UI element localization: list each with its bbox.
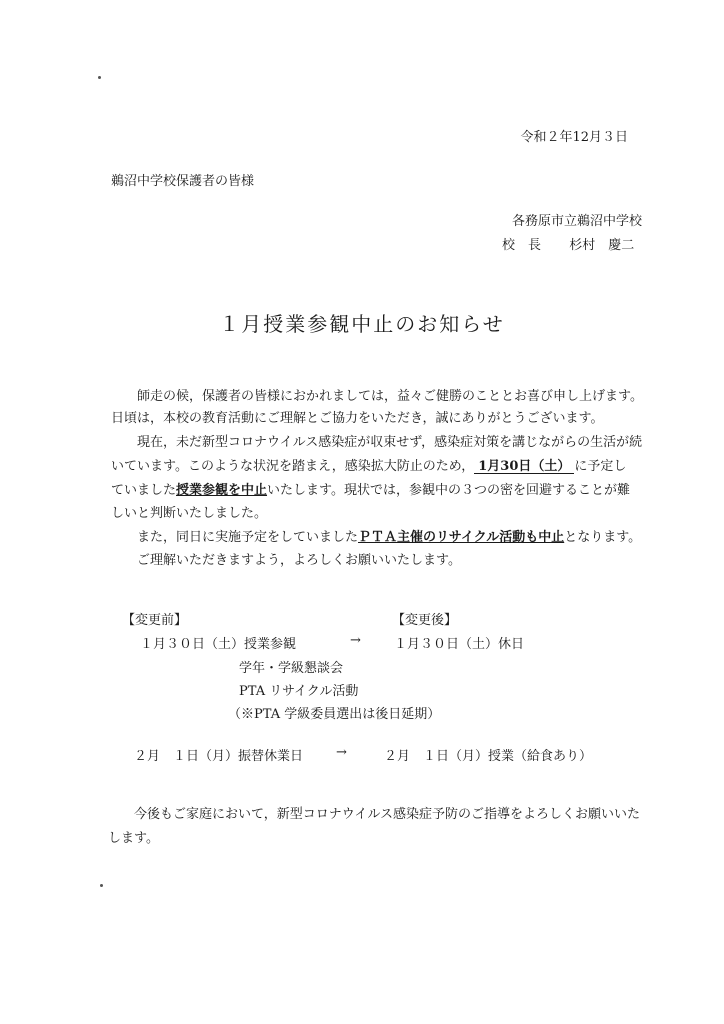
scan-speck bbox=[100, 884, 103, 887]
row1-after: １月３０日（土）休日 bbox=[394, 637, 525, 652]
row2-before: ２月 １日（月）振替休業日 bbox=[134, 749, 304, 764]
cancel-date: 1月30日（土） bbox=[474, 460, 574, 474]
body-line: ていました授業参観を中止いたします。現状では，参観中の３つの密を回避することが難 bbox=[111, 483, 630, 498]
row1-before-sub: 学年・学級懇談会 bbox=[239, 661, 344, 676]
body-line: 現在，未だ新型コロナウイルス感染症が収束せず，感染症対策を講じながらの生活が続 bbox=[137, 435, 643, 450]
body-line: ご理解いただきますよう，よろしくお願いいたします。 bbox=[137, 553, 461, 568]
page-title: １月授業参観中止のお知らせ bbox=[219, 312, 505, 336]
addressee: 鵜沼中学校保護者の皆様 bbox=[111, 174, 255, 189]
after-label: 【変更後】 bbox=[392, 613, 458, 628]
emphasis-pta: ＰＴＡ主催のリサイクル活動も中止 bbox=[358, 530, 565, 545]
row1-before-sub: （※PTA 学級委員選出は後日延期） bbox=[228, 707, 441, 722]
row2-after: ２月 １日（月）授業（給食あり） bbox=[384, 749, 593, 764]
body-line: また，同日に実施予定をしていましたＰＴＡ主催のリサイクル活動も中止となります。 bbox=[137, 530, 642, 545]
before-label: 【変更前】 bbox=[122, 613, 188, 628]
emphasis-cancel: 授業参観を中止 bbox=[176, 483, 268, 498]
body-line: いています。このような状況を踏まえ，感染拡大防止のため， 1月30日（土） に予定し bbox=[111, 459, 627, 474]
school-name: 各務原市立鵜沼中学校 bbox=[511, 214, 642, 229]
signer-role: 校 長 bbox=[502, 238, 542, 253]
closing-line: します。 bbox=[108, 831, 159, 846]
body-line: 日頃は，本校の教育活動にご理解とご協力をいただき，誠にありがとうございます。 bbox=[111, 411, 604, 426]
arrow-icon: → bbox=[350, 633, 361, 648]
arrow-icon: → bbox=[336, 745, 347, 760]
closing-line: 今後もご家庭において，新型コロナウイルス感染症予防のご指導をよろしくお願いいた bbox=[134, 807, 640, 822]
signature bbox=[502, 234, 634, 253]
row1-before: １月３０日（土）授業参観 bbox=[140, 637, 297, 652]
scan-speck bbox=[98, 76, 101, 79]
row1-before-sub: PTA リサイクル活動 bbox=[239, 684, 359, 699]
body-line: しいと判断いたしました。 bbox=[111, 506, 268, 521]
signer-name: 杉村 慶二 bbox=[569, 238, 635, 253]
body-line: 師走の候，保護者の皆様におかれましては，益々ご健勝のこととお喜び申し上げます。 bbox=[137, 389, 643, 404]
issue-date: 令和２年12月３日 bbox=[520, 130, 628, 145]
